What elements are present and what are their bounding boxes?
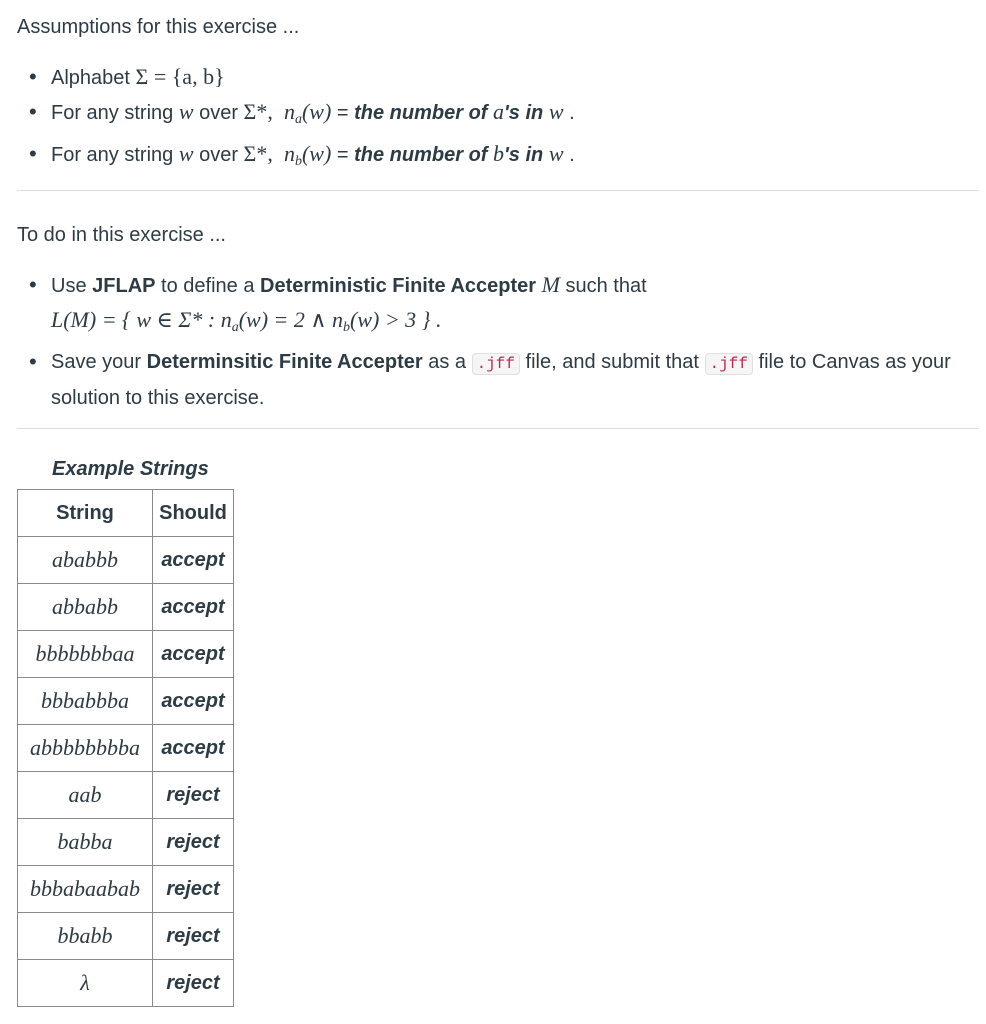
jff-extension-code: .jff: [472, 353, 520, 375]
table-row: bbbabaabab reject: [18, 866, 234, 913]
todo-list: [17, 268, 979, 415]
example-strings-table: [17, 489, 234, 1007]
assumptions-list: [17, 60, 979, 179]
todo-define-dfa: • Use JFLAP to define a Deterministic Finite Accepter M such that L(M) = { w ∈ Σ* : $n_a(w) = 2$ ∧ $n_b(w) > 3$ } .: [17, 268, 979, 345]
table-row: bbbbbbbaa accept: [18, 631, 234, 678]
table-row: abbabb accept: [18, 584, 234, 631]
assumption-count-a: • For any string w over Σ*, $n_a(w)$ = the number of a's in w .: [17, 95, 979, 137]
table-row: aab reject: [18, 772, 234, 819]
jff-extension-code: .jff: [705, 353, 753, 375]
table-header-row: [18, 490, 234, 537]
table-row: ababbb accept: [18, 537, 234, 584]
todo-save-submit: • Save your Determinsitic Finite Accepter as a .jff file, and submit that .jff file to Canvas as your solution to this exercise.: [17, 345, 979, 415]
table-row: bbbabbba accept: [18, 678, 234, 725]
alphabet-definition: Σ = {a, b}: [135, 64, 225, 89]
language-definition: L(M) = { w ∈ Σ* : $n_a(w) = 2$ ∧ $n_b(w) > 3$ } .: [51, 307, 442, 335]
table-caption: Example Strings: [52, 458, 209, 480]
column-header-should: Should: [153, 490, 234, 537]
column-header-string: String: [18, 490, 153, 537]
assumptions-heading: Assumptions for this exercise ...: [17, 16, 300, 38]
table-row: bbabb reject: [18, 913, 234, 960]
table-row: abbbbbbbba accept: [18, 725, 234, 772]
table-row: λ reject: [18, 960, 234, 1007]
assumption-count-b: • For any string w over Σ*, $n_b(w)$ = the number of b's in w .: [17, 137, 979, 179]
jflap-name: JFLAP: [92, 275, 156, 297]
assumption-alphabet: • Alphabet Σ = {a, b}: [17, 60, 979, 95]
section-divider-2: [17, 428, 979, 429]
todo-heading: To do in this exercise ...: [17, 224, 226, 246]
section-divider-1: [17, 190, 979, 191]
table-row: babba reject: [18, 819, 234, 866]
